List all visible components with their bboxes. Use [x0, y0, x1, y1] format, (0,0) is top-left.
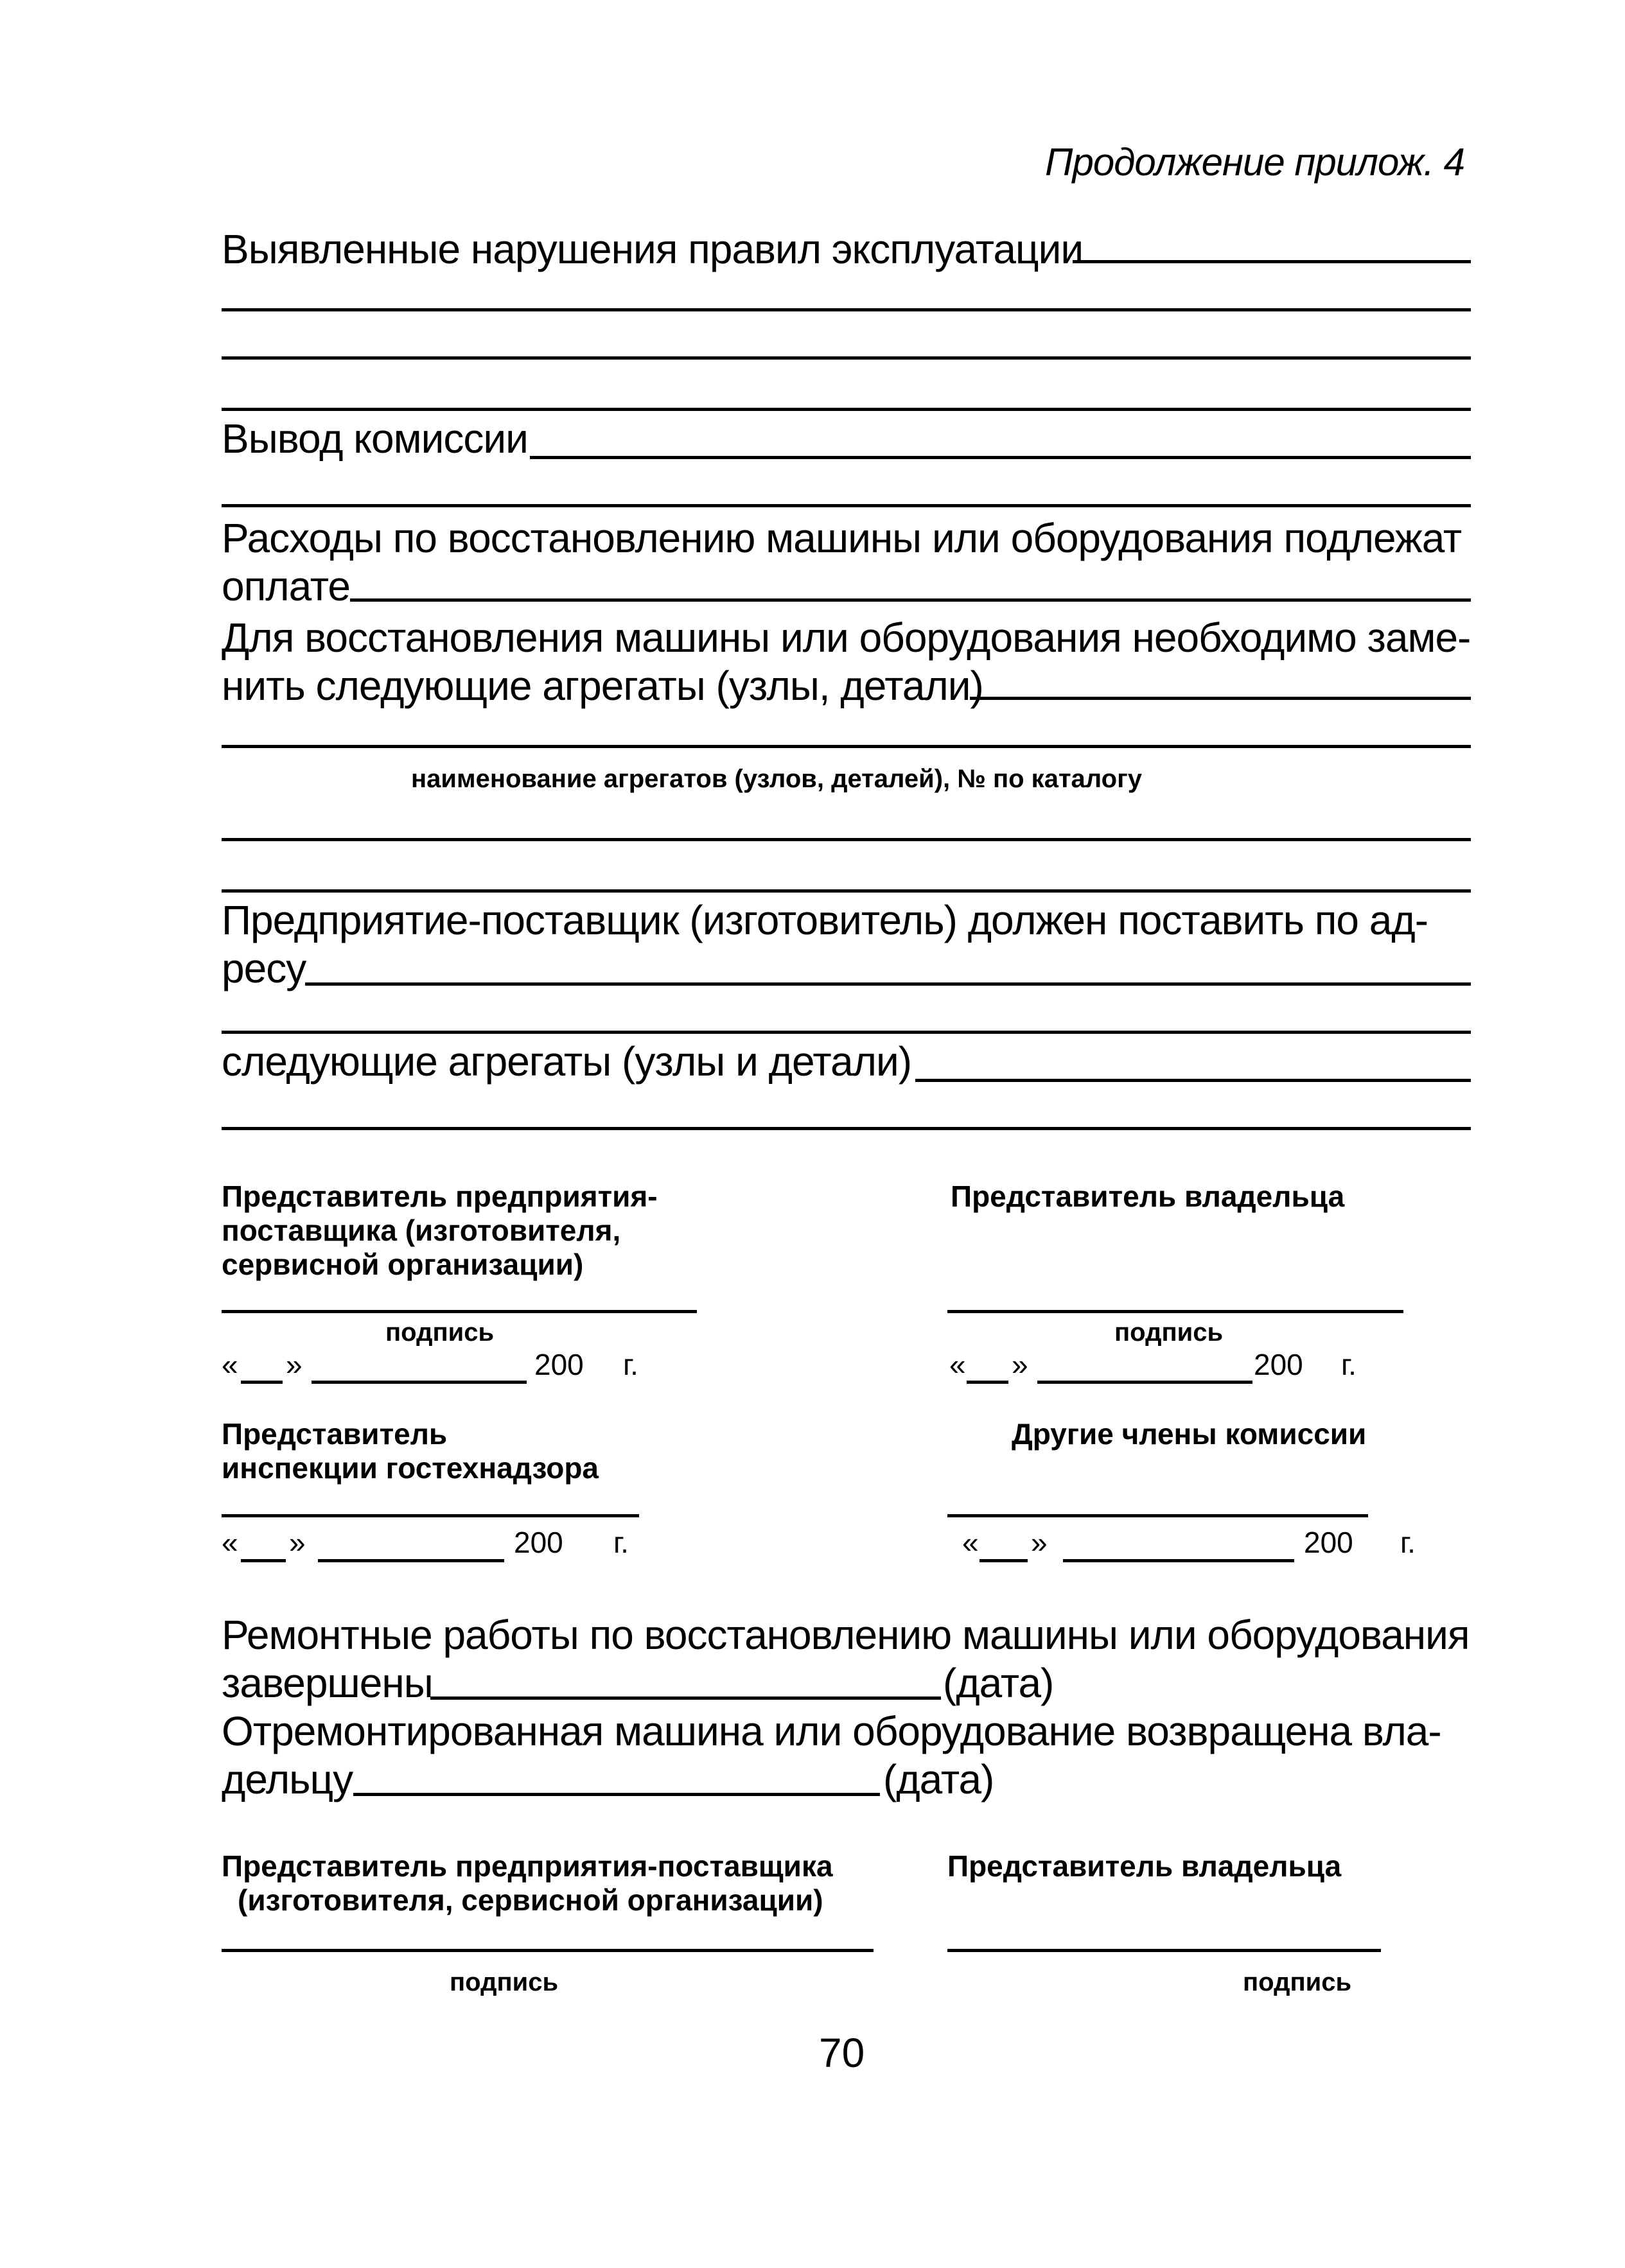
rep-supplier-final-signature-caption: подпись: [450, 1968, 559, 1996]
year-suffix: г.: [1400, 1526, 1416, 1559]
year-prefix: 200: [514, 1526, 563, 1559]
rep-inspection-title-2: инспекции гостехнадзора: [222, 1451, 599, 1485]
continuation-header: Продолжение прилож. 4: [1045, 141, 1464, 184]
date-quote-close: »: [286, 1348, 303, 1381]
date-quote-open: «: [222, 1348, 238, 1381]
day-field[interactable]: [979, 1559, 1028, 1562]
replace-line-4-rule[interactable]: [222, 889, 1471, 893]
year-prefix: 200: [1254, 1348, 1303, 1381]
rep-owner-final-signature-caption: подпись: [1243, 1968, 1352, 1996]
supplier-line-2: ресу: [222, 945, 306, 991]
rep-supplier-title-3: сервисной организации): [222, 1248, 584, 1281]
day-field[interactable]: [967, 1381, 1008, 1384]
conclusion-field-line[interactable]: [530, 456, 1471, 459]
year-suffix: г.: [623, 1348, 638, 1381]
year-suffix: г.: [613, 1526, 629, 1559]
rep-supplier-signature-caption: подпись: [385, 1318, 495, 1347]
date-quote-open: «: [949, 1348, 966, 1381]
replace-line-1: Для восстановления машины или оборудования необходимо заме-: [222, 615, 1471, 661]
replace-line-2: нить следующие агрегаты (узлы, детали): [222, 663, 983, 709]
rep-supplier-final-title-1: Представитель предприятия-поставщика: [222, 1849, 833, 1883]
rep-supplier-final-title-2: (изготовителя, сервисной организации): [238, 1883, 823, 1917]
year-prefix: 200: [534, 1348, 584, 1381]
date-quote-close: »: [1031, 1526, 1048, 1559]
violations-label: Выявленные нарушения правил эксплуатации: [222, 226, 1084, 272]
violations-field-line[interactable]: [1073, 260, 1471, 263]
replace-line-3-rule[interactable]: [222, 838, 1471, 841]
supplier-parts-line[interactable]: [915, 1079, 1471, 1082]
rep-owner-final-signature-line[interactable]: [947, 1949, 1381, 1952]
page-number: 70: [819, 2030, 865, 2076]
month-field[interactable]: [312, 1381, 527, 1384]
month-field[interactable]: [1063, 1559, 1294, 1562]
other-members-signature-line[interactable]: [947, 1514, 1368, 1517]
day-field[interactable]: [241, 1559, 286, 1562]
date-quote-open: «: [222, 1526, 238, 1559]
repair-completed-date-label: (дата): [943, 1660, 1054, 1706]
date-quote-close: »: [289, 1526, 306, 1559]
year-suffix: г.: [1341, 1348, 1357, 1381]
repair-line-1: Ремонтные работы по восстановлению машины или оборудования: [222, 1612, 1470, 1658]
violations-line-4[interactable]: [222, 408, 1471, 411]
month-field[interactable]: [318, 1559, 504, 1562]
other-members-title: Другие члены комиссии: [1012, 1417, 1367, 1451]
repair-completed-date-field[interactable]: [430, 1697, 941, 1700]
rep-owner-final-title: Представитель владельца: [947, 1849, 1342, 1883]
date-quote-close: »: [1012, 1348, 1028, 1381]
date-quote-open: «: [962, 1526, 979, 1559]
rep-inspection-signature-line[interactable]: [222, 1514, 639, 1517]
replace-caption: наименование агрегатов (узлов, деталей), № по каталогу: [411, 765, 1143, 793]
repair-returned-date-field[interactable]: [353, 1793, 880, 1796]
rep-supplier-title-1: Представитель предприятия-: [222, 1180, 658, 1213]
supplier-line-3: следующие агрегаты (узлы и детали): [222, 1038, 911, 1085]
violations-line-2[interactable]: [222, 308, 1471, 311]
supplier-address-line[interactable]: [305, 982, 1471, 986]
rep-supplier-final-signature-line[interactable]: [222, 1949, 874, 1952]
month-field[interactable]: [1037, 1381, 1252, 1384]
conclusion-line-2[interactable]: [222, 504, 1471, 507]
supplier-parts-line-2[interactable]: [222, 1127, 1471, 1130]
repair-line-2-prefix: завершены: [222, 1660, 433, 1706]
rep-owner-signature-line[interactable]: [947, 1310, 1403, 1313]
replace-field-line[interactable]: [970, 697, 1471, 700]
rep-inspection-title-1: Представитель: [222, 1417, 448, 1451]
conclusion-label: Вывод комиссии: [222, 415, 528, 462]
repair-line-4-prefix: дельцу: [222, 1756, 353, 1802]
costs-field-line[interactable]: [350, 598, 1471, 602]
costs-line-2: оплате: [222, 563, 350, 609]
day-field[interactable]: [241, 1381, 283, 1384]
supplier-address-line-2[interactable]: [222, 1031, 1471, 1034]
year-prefix: 200: [1304, 1526, 1353, 1559]
rep-supplier-title-2: поставщика (изготовителя,: [222, 1214, 621, 1247]
repair-line-3: Отремонтированная машина или оборудование возвращена вла-: [222, 1708, 1441, 1754]
rep-owner-signature-caption: подпись: [1114, 1318, 1224, 1347]
rep-owner-title: Представитель владельца: [951, 1180, 1345, 1213]
repair-returned-date-label: (дата): [883, 1756, 994, 1802]
rep-supplier-signature-line[interactable]: [222, 1310, 697, 1313]
costs-line-1: Расходы по восстановлению машины или оборудования подлежат: [222, 515, 1462, 561]
violations-line-3[interactable]: [222, 356, 1471, 360]
supplier-line-1: Предприятие-поставщик (изготовитель) должен поставить по ад-: [222, 897, 1428, 943]
replace-line-2-rule[interactable]: [222, 745, 1471, 748]
